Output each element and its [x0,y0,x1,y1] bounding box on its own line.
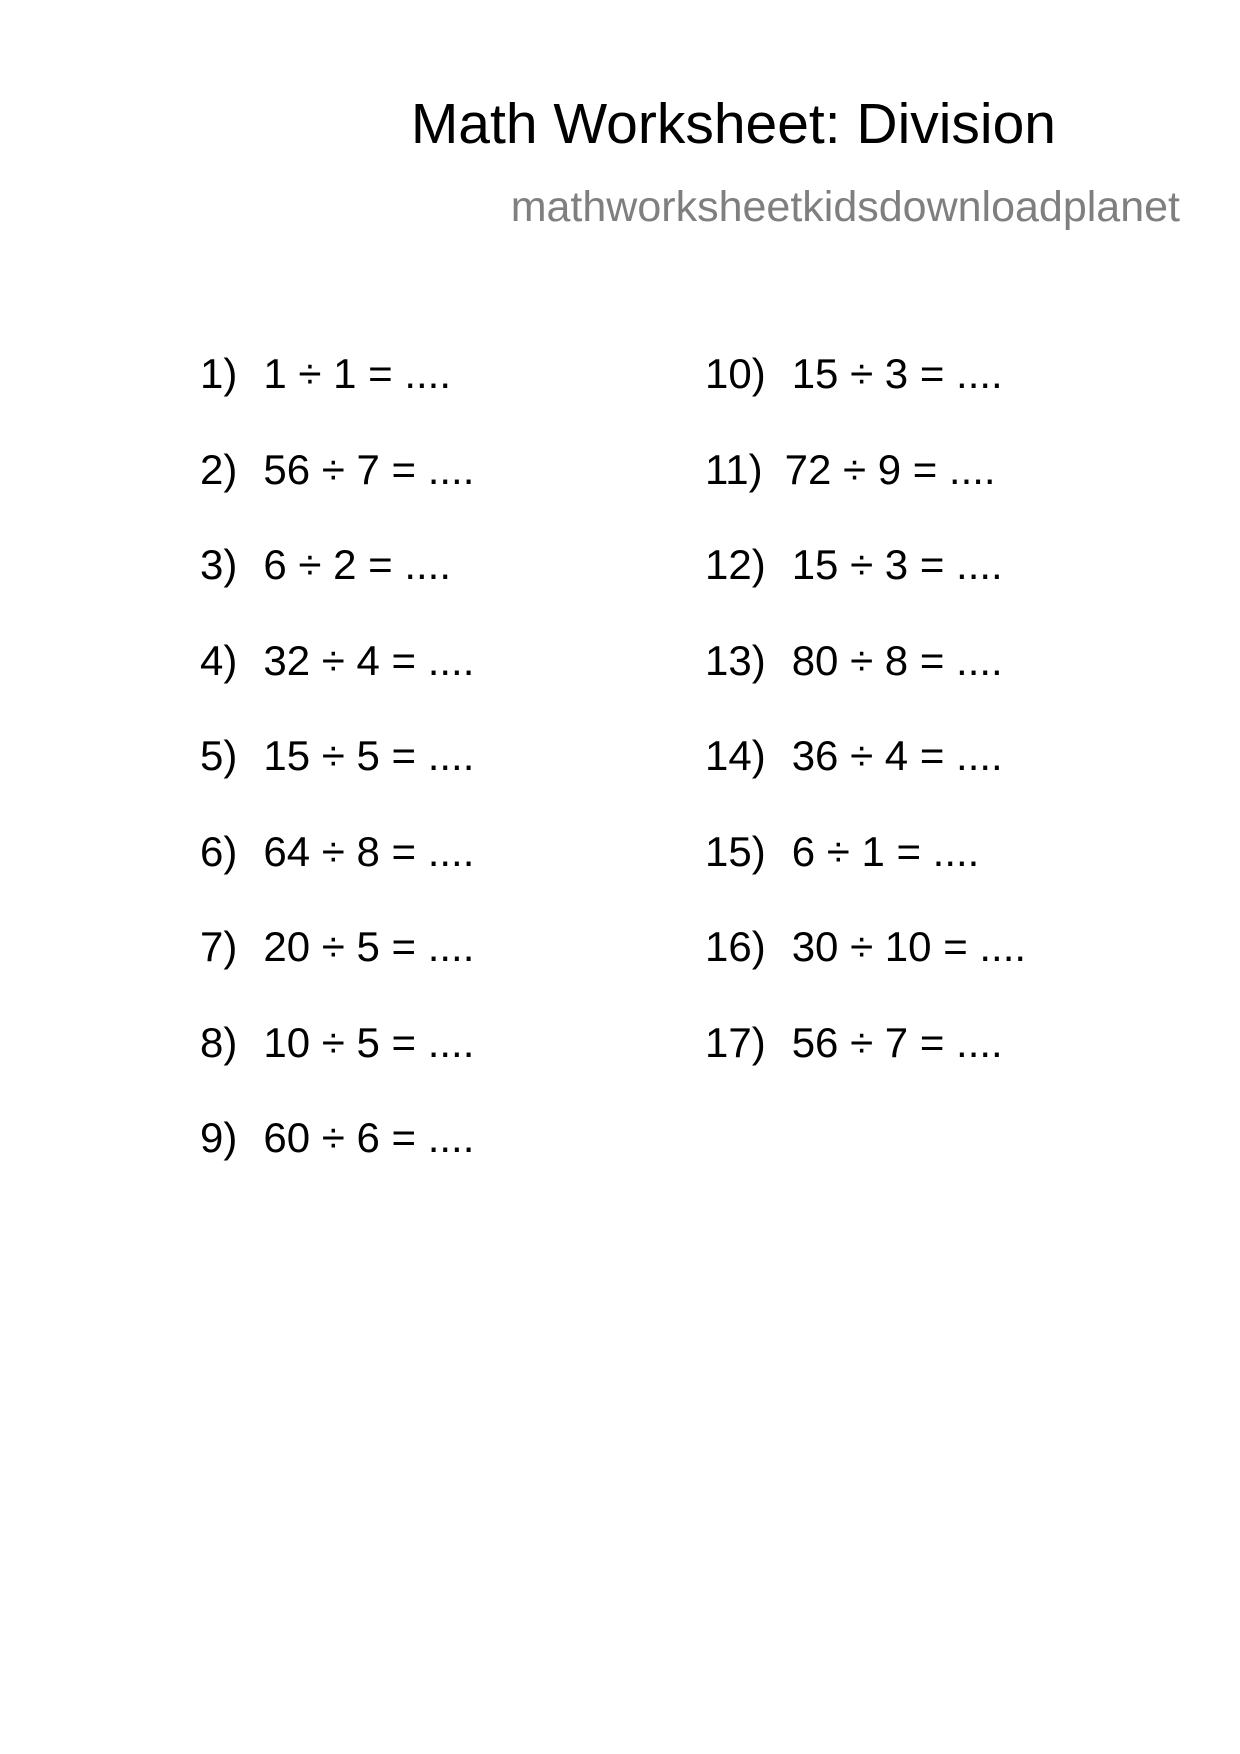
problem-column-left [200,350,475,1213]
problem-1 [200,350,474,449]
problem-11 [705,445,1026,545]
problem-expression: 72 ÷ 9 = .... [784,445,996,493]
problem-number: 7) [200,923,238,970]
problem-number: 2) [200,445,238,493]
problem-17 [705,1018,1026,1118]
problem-number: 16) [705,923,766,970]
problem-expression: 10 ÷ 5 = .... [263,1018,475,1066]
problem-12 [705,541,1026,640]
problem-14 [705,732,1026,831]
problem-number: 9) [200,1114,238,1161]
problem-expression: 56 ÷ 7 = .... [791,1018,1003,1066]
problem-number: 15) [705,827,766,875]
problem-expression: 64 ÷ 8 = .... [263,827,475,875]
problem-expression: 36 ÷ 4 = .... [791,732,1003,779]
problem-3 [200,541,474,640]
problem-6 [200,827,475,927]
problem-number: 17) [705,1018,766,1066]
problem-number: 6) [200,827,238,875]
problem-number: 8) [200,1018,238,1066]
problem-expression: 80 ÷ 8 = .... [791,636,1003,684]
problem-number: 11) [705,445,763,493]
problem-column-right [705,350,1027,1117]
problem-expression: 15 ÷ 3 = .... [791,541,1003,588]
problem-expression: 56 ÷ 7 = .... [263,445,475,493]
problem-8 [200,1018,475,1118]
problem-9 [200,1114,475,1213]
problem-expression: 6 ÷ 2 = .... [263,541,452,588]
problem-expression: 1 ÷ 1 = .... [263,350,452,397]
problem-expression: 32 ÷ 4 = .... [263,636,475,684]
problem-number: 5) [200,732,238,779]
problem-16 [705,923,1027,1022]
worksheet-subtitle: mathworksheetkidsdownloadplanet [510,183,1180,231]
problem-number: 3) [200,541,238,588]
problem-5 [200,732,475,831]
worksheet-title: Math Worksheet: Division [410,92,1056,156]
problem-number: 14) [705,732,766,779]
problem-number: 13) [705,636,766,684]
problem-expression: 20 ÷ 5 = .... [263,923,475,970]
problem-expression: 15 ÷ 5 = .... [263,732,475,779]
problem-13 [705,636,1026,736]
problem-number: 10) [705,350,766,397]
problem-2 [200,445,475,545]
problem-number: 4) [200,636,238,684]
problem-7 [200,923,475,1022]
problem-15 [705,827,1026,927]
problem-number: 1) [200,350,238,397]
problem-expression: 30 ÷ 10 = .... [791,923,1027,970]
problem-10 [705,350,1026,449]
problem-expression: 60 ÷ 6 = .... [263,1114,475,1161]
problem-number: 12) [705,541,766,588]
problem-expression: 15 ÷ 3 = .... [791,350,1003,397]
problem-expression: 6 ÷ 1 = .... [791,827,980,875]
problem-4 [200,636,475,736]
